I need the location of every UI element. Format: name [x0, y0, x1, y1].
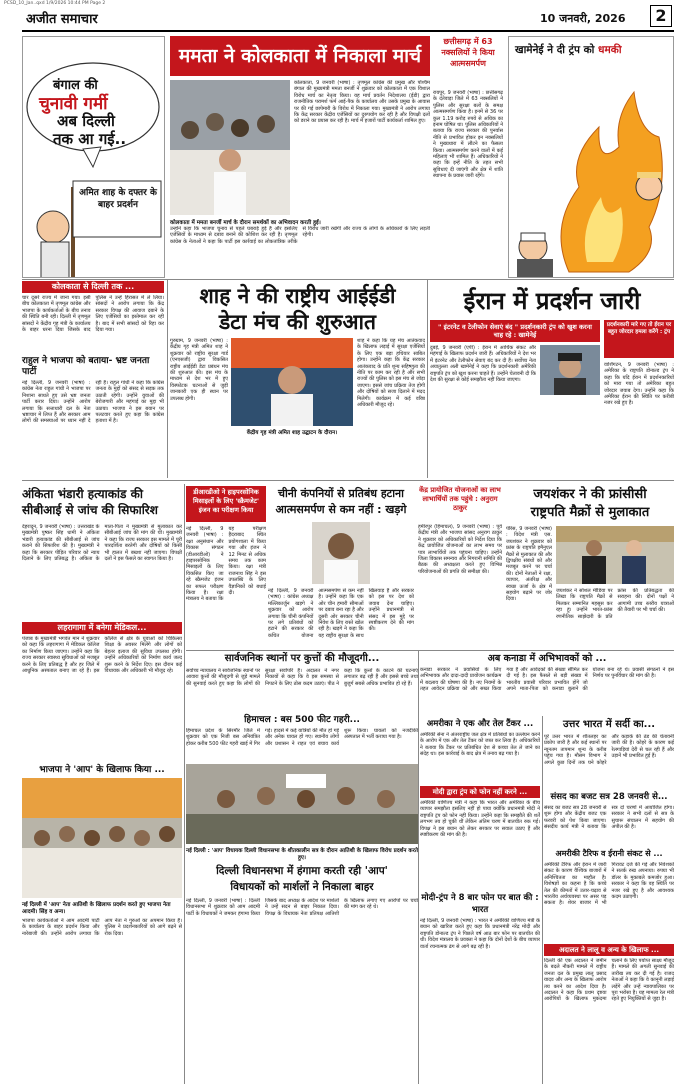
jaishankar-body: पेरिस, 9 जनवरी (भाषा) : विदेश मंत्री एस. जयशंकर ने शुक्रवार को फ्रांस के राष्ट्रपति इमैनुएल मैक्रों से मुलाकात की और द्विपक्षीय संबंधों को और मजबूत करने पर चर्चा की। दोनों नेताओं ने रक्षा, व्यापार, अंतरिक्ष और स्वच्छ ऊर्जा के क्षेत्र में सहयोग बढ़ाने पर जोर दिया। [506, 526, 552, 603]
court-headline: अदालत ने लालू व अन्य के खिलाफ ... [544, 944, 674, 956]
parliament-headline: संसद का बजट सत्र 28 जनवरी से... [550, 792, 668, 802]
mamata-photo [170, 80, 290, 215]
himachal-body: हिमाचल प्रदेश के सिरमौर जिले में शुक्रवार को एक निजी बस अनियंत्रित होकर करीब 500 फीट गहरी खाई में गिर गई। हादसे में कई यात्रियों की मौत हो गई और अनेक घायल हो गए। स्थानीय लोगों और प्रशासन ने राहत एवं बचाव कार्य शुरू किया। घायलों को नजदीकी अस्पताल में भर्ती कराया गया है। [186, 728, 418, 747]
page-date: 10 जनवरी, 2026 [540, 12, 626, 25]
khamenei-photo-art [540, 345, 600, 395]
rule-mid1 [22, 480, 674, 481]
jaishankar-photo [556, 526, 674, 584]
khamenei-photo [540, 345, 600, 395]
america-body: अमेरिकी सेना ने अंतरराष्ट्रीय जल क्षेत्र में प्रतिबंधों का उल्लंघन करने के आरोप में एक और तेल टैंकर को जब्त कर लिया है। अधिकारियों ने बताया कि टैंकर पर प्रतिबंधित देश से कच्चा तेल ले जाने का संदेह था। इस कार्रवाई के बाद क्षेत्र में तनाव बढ़ गया है। [420, 732, 540, 758]
court-body: दिल्ली की एक अदालत ने जमीन के बदले नौकरी मामले में राष्ट्रीय जनता दल के प्रमुख लालू प्रसाद यादव और अन्य के खिलाफ आरोप तय करने का आदेश दिया है। अदालत ने कहा कि प्रथम दृष्टया आरोपियों के खिलाफ मुकदमा चलाने के लिए पर्याप्त साक्ष्य मौजूद हैं। मामले की अगली सुनवाई की तारीख तय कर दी गई है। राजद नेताओं ने कहा कि वे कानूनी लड़ाई लड़ेंगे और उन्हें न्यायपालिका पर पूरा भरोसा है। यह मामला रेल मंत्री रहते हुए नियुक्तियों से जुड़ा है। [544, 958, 674, 1003]
canada-headline: अब कनाडा में अभिभावकों को ... [487, 653, 607, 664]
ankita-body: देहरादून, 9 जनवरी (भाषा) : उत्तराखंड के मुख्यमंत्री पुष्कर सिंह धामी ने अंकिता भंडारी हत्याकांड की सीबीआई से जांच कराने की सिफारिश की है। मुख्यमंत्री ने कहा कि सरकार पीड़ित परिवार को न्याय दिलाने के लिए प्रतिबद्ध है। अंकिता के माता-पिता ने मुख्यमंत्री से मुलाकात कर सीबीआई जांच की मांग की थी। मुख्यमंत्री ने कहा कि राज्य सरकार इस मामले में पूरी पारदर्शिता बरतेगी और दोषियों को किसी भी हालत में बख्शा नहीं जाएगा। विपक्षी दलों ने इस फैसले का स्वागत किया है। [22, 524, 182, 563]
khamenei-headline [515, 43, 669, 57]
bjp-aap-headline: भाजपा ने 'आप' के खिलाफ किया ... [39, 765, 165, 775]
canada-body: कनाडा सरकार ने प्रवासियों के लिए अभिभावक और दादा-दादी प्रायोजन कार्यक्रम में बदलाव की घोषणा की है। नए नियमों के तहत आवेदन प्रक्रिया को और सख्त किया गया है और आवेदकों की संख्या सीमित कर दी गई है। इस फैसले से बड़ी संख्या में भारतीय प्रवासी परिवार प्रभावित होंगे जो अपने माता-पिता को कनाडा बुलाने की योजना बना रहे थे। प्रवासी संगठनों ने इस निर्णय पर पुनर्विचार की मांग की है। [420, 667, 674, 693]
iran-sub-left: " इंटरनेट व टेलीफोन सेवाएं बंद " प्रदर्शनकारी ट्रंप को खुश करना चाह रहे : खामेनेई [430, 320, 600, 342]
lahargaga-headline: लहरागागा में बनेगा मेडिकल... [22, 622, 182, 634]
modi-call-headline: मोदी द्वारा ट्रंप को फोन नहीं करने ... [420, 786, 540, 798]
jaishankar-headline-line1: जयशंकर ने की फ्रांसीसी [533, 487, 647, 502]
modi-call-body: अमेरिकी वाणिज्य मंत्री ने कहा कि भारत और अमेरिका के बीच व्यापार समझौता इसलिए नहीं हो पाया क्योंकि प्रधानमंत्री मोदी ने राष्ट्रपति ट्रंप को फोन नहीं किया। उन्होंने कहा कि समझौते की शर्तें लगभग तय हो चुकी थीं लेकिन अंतिम चरण में बातचीत रुक गई। विपक्ष ने इस बयान को लेकर सरकार पर सवाल उठाए हैं और स्पष्टीकरण की मांग की है। [420, 800, 540, 839]
lahargaga-body: पंजाब के मुख्यमंत्री भगवंत मान ने शुक्रवार को कहा कि लहरागागा में मेडिकल कॉलेज का निर्माण किया जाएगा। उन्होंने कहा कि राज्य सरकार स्वास्थ्य सुविधाओं को मजबूत करने के लिए प्रतिबद्ध है और हर जिले में आधुनिक अस्पताल बनाए जा रहे हैं। इस कॉलेज से क्षेत्र के युवाओं को चिकित्सा शिक्षा के अवसर मिलेंगे और लोगों को बेहतर इलाज की सुविधा उपलब्ध होगी। उन्होंने अधिकारियों को निर्माण कार्य जल्द शुरू करने के निर्देश दिए। इस दौरान कई विधायक और अधिकारी भी मौजूद रहे। [22, 636, 182, 675]
china-body-left [268, 522, 310, 584]
chhattisgarh-body: रायपुर, 9 जनवरी (भाषा) : छत्तीसगढ़ के दंतेवाड़ा जिले में 63 नक्सलियों ने पुलिस और सुरक्षा बलों के समक्ष आत्मसमर्पण किया है। इनमें से 36 पर कुल 1.19 करोड़ रुपये से अधिक का इनाम घोषित था। पुलिस अधिकारियों ने बताया कि राज्य सरकार की पुनर्वास नीति से प्रभावित होकर इन नक्सलियों ने मुख्यधारा में लौटने का फैसला किया। आत्मसमर्पण करने वालों में कई महिलाएं भी शामिल हैं। अधिकारियों ने कहा कि इन्हें नीति के तहत सभी सुविधाएं दी जाएंगी और क्षेत्र में शांति स्थापना के प्रयास जारी रहेंगे। [433, 90, 503, 180]
cartoon-line2: चुनावी गर्मी [39, 94, 108, 114]
mamata-body: कोलकाता, 9 जनवरी (भाषा) : तृणमूल कांग्रेस की प्रमुख और पश्चिम बंगाल की मुख्यमंत्री ममता बनर्जी ने शुक्रवार को कोलकाता में एक विशाल विरोध मार्च का नेतृत्व किया। यह मार्च प्रवर्तन निदेशालय (ईडी) द्वारा राजनीतिक परामर्श फर्म आई-पैक के कार्यालय और उसके प्रमुख के आवास पर की गई छापेमारी के विरोध में निकाला गया। मुख्यमंत्री ने आरोप लगाया कि केंद्र सरकार केंद्रीय एजेंसियों का दुरुपयोग कर रही है और विपक्षी दलों को डराने का प्रयास कर रही है। मार्च में हजारों पार्टी कार्यकर्ता शामिल हुए। [294, 80, 430, 125]
jaishankar-headline-line2: राष्ट्रपति मैक्रों से मुलाकात [530, 505, 650, 520]
row-rule-1 [22, 279, 674, 280]
col-rule-2 [427, 280, 428, 478]
tariff-headline: अमरीकी टैरिफ व ईरानी संकट से ... [555, 849, 663, 858]
bjp-aap-photo-art [22, 778, 182, 898]
iran-sub-right: प्रदर्शनकारी मारे गए तो ईरान पर बहुत जोरदार हमला करेंगे : ट्रंप [604, 320, 674, 358]
china-body: नई दिल्ली, 9 जनवरी (भाषा) : कांग्रेस अध्यक्ष मल्लिकार्जुन खड़गे ने शुक्रवार को आरोप लगाया कि चीनी कंपनियों पर लगे प्रतिबंधों को हटाने की सरकार की कथित योजना आत्मसमर्पण से कम नहीं है। उन्होंने कहा कि एक ओर चीन हमारी सीमाओं पर दबाव बना रहा है और दूसरी ओर सरकार चीनी निवेश के लिए रास्ते खोल रही है। खड़गे ने कहा कि यह राष्ट्रीय सुरक्षा के साथ खिलवाड़ है और सरकार को इस पर देश को जवाब देना चाहिए। उन्होंने प्रधानमंत्री से संसद में इस मुद्दे पर स्पष्टीकरण देने की मांग की। [268, 588, 414, 639]
delhi-assembly-headline-line2: विधायकों को मार्शलों ने निकाला बाहर [230, 881, 374, 893]
iran-headline: ईरान में प्रदर्शन जारी [463, 287, 641, 315]
north-india-body: पूरे उत्तर भारत में शीतलहर का प्रकोप जारी है और कई स्थानों पर न्यूनतम तापमान शून्य के करीब पहुंच गया है। मौसम विभाग ने अगले कुछ दिनों तक घने कोहरे और कड़ाके की ठंड की चेतावनी जारी की है। कोहरे के कारण कई रेलगाड़ियां देरी से चल रही हैं और उड़ानें भी प्रभावित हुई हैं। [544, 734, 674, 766]
col-rule-3 [184, 484, 185, 1084]
shah-headline-line2: डेटा मंच की शुरुआत [219, 310, 376, 334]
cartoon-line1: बंगाल की [53, 78, 98, 93]
mamata-photo-art [170, 80, 290, 215]
bjp-aap-photo [22, 778, 182, 898]
modi-trump-8-body: नई दिल्ली, 9 जनवरी (भाषा) : भारत ने अमेरिकी वाणिज्य मंत्री के बयान को खारिज करते हुए कहा कि प्रधानमंत्री नरेंद्र मोदी और राष्ट्रपति डोनाल्ड ट्रंप ने पिछले वर्ष आठ बार फोन पर बातचीत की थी। विदेश मंत्रालय के प्रवक्ता ने कहा कि दोनों देशों के बीच व्यापार वार्ता रचनात्मक ढंग से आगे बढ़ रही है। [420, 918, 540, 950]
khamenei-cartoon-art [509, 37, 674, 278]
mamata-caption-body: उन्होंने कहा कि भाजपा चुनाव से पहले घबराई हुई है और इसलिए एजेंसियों के माध्यम से दबाव बनाने की कोशिश कर रही है। तृणमूल कांग्रेस के नेताओं ने कहा कि पार्टी इस कार्रवाई का लोकतांत्रिक तरीके से विरोध जारी रखेगी और राज्य के लोगों के अधिकारों के लिए लड़ती रहेगी। [170, 226, 430, 245]
himachal-headline: हिमाचल : बस 500 फीट गहरी... [244, 715, 360, 725]
america-headline: अमरीका ने एक और तेल टैंकर ... [426, 719, 534, 729]
ankita-headline: अंकिता भंडारी हत्याकांड की सीबीआई से जांच की सिफारिश [22, 487, 158, 517]
paper-name: अजीत समाचार [26, 12, 98, 27]
col-rule-4 [418, 650, 419, 1084]
khamenei-headline-main: खामेनेई ने दी ट्रंप को [515, 44, 599, 56]
delhi-assembly-photo [186, 764, 418, 844]
bjp-aap-caption: नई दिल्ली में 'आप' नेता आतिशी के खिलाफ प्रदर्शन करते हुए भाजपा नेता आदमी। सिंह व अन्य। [22, 902, 171, 915]
centre-headline: केंद्र प्रायोजित योजनाओं का लाभ लाभार्थियों तक पहुंचे : अनुराग ठाकुर [419, 486, 501, 512]
cartoon-sign: अमित शाह के दफ्तर के बाहर प्रदर्शन [79, 188, 157, 210]
chhattisgarh-headline: छत्तीसगढ़ में 63 नक्सलियों ने किया आत्मसमर्पण [441, 37, 495, 68]
cartoon-line4: तक आ गई.. [53, 130, 127, 148]
kharge-photo-art [312, 522, 370, 584]
iran-body-left: दुबई, 9 जनवरी (एपी) : ईरान में आर्थिक संकट और महंगाई के खिलाफ प्रदर्शन जारी हैं। अधिकारियों ने देश भर में इंटरनेट और टेलीफोन सेवाएं बंद कर दी हैं। सर्वोच्च नेता अयातुल्ला अली खामेनेई ने कहा कि प्रदर्शनकारी अमेरिकी राष्ट्रपति ट्रंप को खुश करना चाहते हैं। उन्होंने चेतावनी दी कि देश की सुरक्षा से कोई समझौता नहीं किया जाएगा। [430, 345, 536, 384]
mamata-headline: ममता ने कोलकाता में निकाला मार्च [170, 36, 430, 76]
dogs-body: सर्वोच्च न्यायालय ने सार्वजनिक स्थानों पर आवारा कुत्तों की मौजूदगी से जुड़े मामले की सुनवाई करते हुए कहा कि लोगों की सुरक्षा सर्वोपरि है। अदालत ने नगर निकायों से कहा कि वे इस समस्या से निपटने के लिए ठोस कदम उठाएं। पीठ ने कहा कि कुत्तों के काटने की घटनाएं लगातार बढ़ रही हैं और इससे बच्चे तथा बुजुर्ग सबसे अधिक प्रभावित हो रहे हैं। [186, 668, 418, 687]
jaishankar-caption-body: जयशंकर ने सोशल मीडिया पर लिखा कि राष्ट्रपति मैक्रों से मिलकर सम्मानित महसूस कर रहा हूं। उन्होंने भारत-फ्रांस रणनीतिक साझेदारी के प्रति फ्रांस की प्रतिबद्धता की सराहना की। दोनों पक्षों ने आगामी उच्च स्तरीय यात्राओं की तैयारी पर भी चर्चा की। [556, 588, 674, 620]
kolkata-delhi-body: चार दूसरे राज्य में जाना गया। इसी बीच कोलकाता में तृणमूल कांग्रेस और भाजपा के कार्यकर्ताओं के बीच तनाव की स्थिति बनी रही। दिल्ली में तृणमूल सांसदों ने केंद्रीय गृह मंत्री के कार्यालय के बाहर धरना दिया जिसके बाद पुलिस ने उन्हें हिरासत में ले लिया। सांसदों ने आरोप लगाया कि केंद्र सरकार विपक्ष की आवाज दबाने के लिए एजेंसियों का इस्तेमाल कर रही है। बाद में सभी सांसदों को रिहा कर दिया गया। [22, 295, 164, 334]
delhi-assembly-body: नई दिल्ली, 9 जनवरी (भाषा) : दिल्ली विधानसभा में शुक्रवार को आम आदमी पार्टी के विधायकों ने जमकर हंगामा किया जिसके बाद अध्यक्ष के आदेश पर मार्शलों ने उन्हें सदन से बाहर निकाल दिया। विपक्ष के विधायक नेता प्रतिपक्ष आतिशी के खिलाफ लगाए गए आरोपों पर चर्चा की मांग कर रहे थे। [186, 898, 418, 917]
shah-caption: केंद्रीय गृह मंत्री अमित शाह उद्घाटन के दौरान। [246, 430, 338, 436]
bjp-aap-body: भाजपा कार्यकर्ताओं ने आम आदमी पार्टी के कार्यालय के बाहर प्रदर्शन किया और नारेबाजी की। उन्होंने आरोप लगाया कि आप नेता ने गुरुओं का अपमान किया है। पुलिस ने प्रदर्शनकारियों को आगे बढ़ने से रोक दिया। [22, 918, 182, 937]
khamenei-cartoon [508, 36, 674, 278]
khamenei-headline-emph: धमकी [598, 44, 622, 56]
iran-body-right: वाशिंगटन, 9 जनवरी (भाषा) : अमेरिका के राष्ट्रपति डोनाल्ड ट्रंप ने कहा कि यदि ईरान में प्रदर्शनकारियों को मारा गया तो अमेरिका बहुत जोरदार जवाब देगा। उन्होंने कहा कि अमेरिका ईरान की स्थिति पर करीबी नजर रखे हुए है। [604, 362, 674, 407]
delhi-assembly-headline-line1: दिल्ली विधानसभा में हंगामा करती रही 'आप' [216, 865, 388, 877]
shah-headline-line1: शाह ने की राष्ट्रीय आईईडी [199, 284, 396, 308]
col-rule-5 [542, 716, 543, 1084]
north-india-headline: उत्तर भारत में सर्दी का... [562, 719, 656, 730]
rahul-headline: राहुल ने भाजपा को बताया- भ्रष्ट जनता पार्टी [22, 356, 150, 377]
modi-trump-8-headline: मोदी-ट्रंप ने 8 बार फोन पर बात की : भारत [421, 893, 539, 915]
tariff-body: अमेरिकी टैरिफ और ईरान में जारी संकट के कारण वैश्विक बाजारों में अनिश्चितता का माहौल है। विशेषज्ञों का कहना है कि कच्चे तेल की कीमतों में उतार-चढ़ाव से भारतीय अर्थव्यवस्था पर असर पड़ सकता है। शेयर बाजार में भी गिरावट दर्ज की गई और निवेशकों ने सतर्क रुख अपनाया। रुपया भी डॉलर के मुकाबले कमजोर हुआ। सरकार ने कहा कि वह स्थिति पर नजर रखे हुए है और आवश्यक कदम उठाएगी। [544, 862, 674, 907]
kharge-photo [312, 522, 370, 584]
cartoon-left [22, 36, 165, 278]
shah-photo [231, 338, 353, 426]
rahul-body: नई दिल्ली, 9 जनवरी (भाषा) : कांग्रेस नेता राहुल गांधी ने भाजपा पर निशाना साधते हुए उसे भ्रष्ट जनता पार्टी करार दिया। उन्होंने आरोप लगाया कि सत्ताधारी दल के नेता भ्रष्टाचार में लिप्त हैं और सरकार आम लोगों की समस्याओं पर ध्यान नहीं दे रही है। राहुल गांधी ने कहा कि कांग्रेस जनता के मुद्दों को संसद से सड़क तक उठाती रहेगी। उन्होंने युवाओं की बेरोजगारी और महंगाई का मुद्दा भी उठाया। भाजपा ने इस बयान पर पलटवार करते हुए कहा कि कांग्रेस हताशा में है। [22, 380, 164, 425]
print-meta: PCSD_10_Jan..qxd 1/9/2026 10:44 PM Page 2 [4, 1, 106, 6]
mamata-caption: कोलकाता में ममता बनर्जी मार्च के दौरान समर्थकों का अभिवादन करती हुईं। [170, 220, 321, 226]
col-rule-1 [167, 280, 168, 478]
centre-body: हमीरपुर (हिमाचल), 9 जनवरी (भाषा) : पूर्व केंद्रीय मंत्री और भाजपा सांसद अनुराग ठाकुर ने शुक्रवार को अधिकारियों को निर्देश दिया कि केंद्र प्रायोजित योजनाओं का लाभ समय पर पात्र लाभार्थियों तक पहुंचना चाहिए। उन्होंने जिला विकास समन्वय और निगरानी समिति की बैठक की अध्यक्षता करते हुए विभिन्न परियोजनाओं की प्रगति की समीक्षा की। [418, 524, 502, 575]
china-headline-line2: आत्मसमर्पण से कम नहीं : खड़गे [275, 503, 407, 516]
row-rule-2 [186, 650, 674, 651]
delhi-assembly-caption: नई दिल्ली : 'आप' विधायक दिल्ली विधानसभा के शीतकालीन सत्र के दौरान आतिशी के खिलाफ विरोध प्रदर्शन करते हुए। [186, 848, 418, 861]
shah-body-left: गुरुग्राम, 9 जनवरी (भाषा) : केंद्रीय गृह मंत्री अमित शाह ने शुक्रवार को राष्ट्रीय सुरक्षा गार्ड (एनएसजी) द्वारा विकसित राष्ट्रीय आईईडी डेटा प्रबंधन मंच की शुरुआत की। इस मंच के माध्यम से देश भर में हुए विस्फोटक घटनाओं से जुड़ी जानकारी एक ही स्थान पर उपलब्ध होगी। [170, 338, 228, 402]
page-number: 2 [650, 5, 672, 27]
shah-body-right: शाह ने कहा कि यह मंच आतंकवाद के खिलाफ लड़ाई में सुरक्षा एजेंसियों के लिए एक बड़ा हथियार साबित होगा। उन्होंने कहा कि केंद्र सरकार आतंकवाद के प्रति शून्य सहिष्णुता की नीति पर काम कर रही है और सभी राज्यों की पुलिस को इस मंच से जोड़ा जाएगा। इससे जांच प्रक्रिया तेज होगी और दोषियों को सजा दिलाने में मदद मिलेगी। कार्यक्रम में कई वरिष्ठ अधिकारी मौजूद रहे। [357, 338, 425, 409]
dogs-headline: सार्वजनिक स्थानों पर कुत्तों की मौजूदगी... [224, 653, 380, 664]
cartoon-line3: अब दिल्ली [57, 112, 115, 130]
parliament-body: संसद का बजट सत्र 28 जनवरी से शुरू होगा और केंद्रीय बजट एक फरवरी को पेश किया जाएगा। संसदीय कार्य मंत्री ने बताया कि सत्र दो चरणों में आयोजित होगा। सरकार ने सभी दलों से सत्र के सुचारू संचालन में सहयोग की अपील की है। [544, 805, 674, 831]
cartoon-left-art [23, 37, 165, 278]
kolkata-delhi-headline: कोलकाता से दिल्ली तक ... [22, 281, 164, 293]
drdo-headline: डीआरडीओ ने हाइपरसोनिक मिसाइलों के लिए 'स्क्रैमजेट' इंजन का परीक्षण किया [186, 486, 266, 522]
china-headline-line1: चीनी कंपनियों से प्रतिबंध हटाना [277, 487, 405, 500]
shah-photo-art [231, 338, 353, 426]
masthead-rule [22, 30, 674, 32]
jaishankar-photo-art [556, 526, 674, 584]
drdo-body: नई दिल्ली, 9 जनवरी (भाषा) : रक्षा अनुसंधान और विकास संगठन (डीआरडीओ) ने हाइपरसोनिक मिसाइलों के लिए विकसित किए जा रहे स्क्रैमजेट इंजन का सफल परीक्षण किया है। रक्षा मंत्रालय ने बताया कि यह परीक्षण हैदराबाद स्थित प्रयोगशाला में किया गया और इंजन ने 12 मिनट से अधिक समय तक काम किया। रक्षा मंत्री राजनाथ सिंह ने इस उपलब्धि के लिए वैज्ञानिकों को बधाई दी। [186, 526, 266, 603]
delhi-assembly-photo-art [186, 764, 418, 844]
